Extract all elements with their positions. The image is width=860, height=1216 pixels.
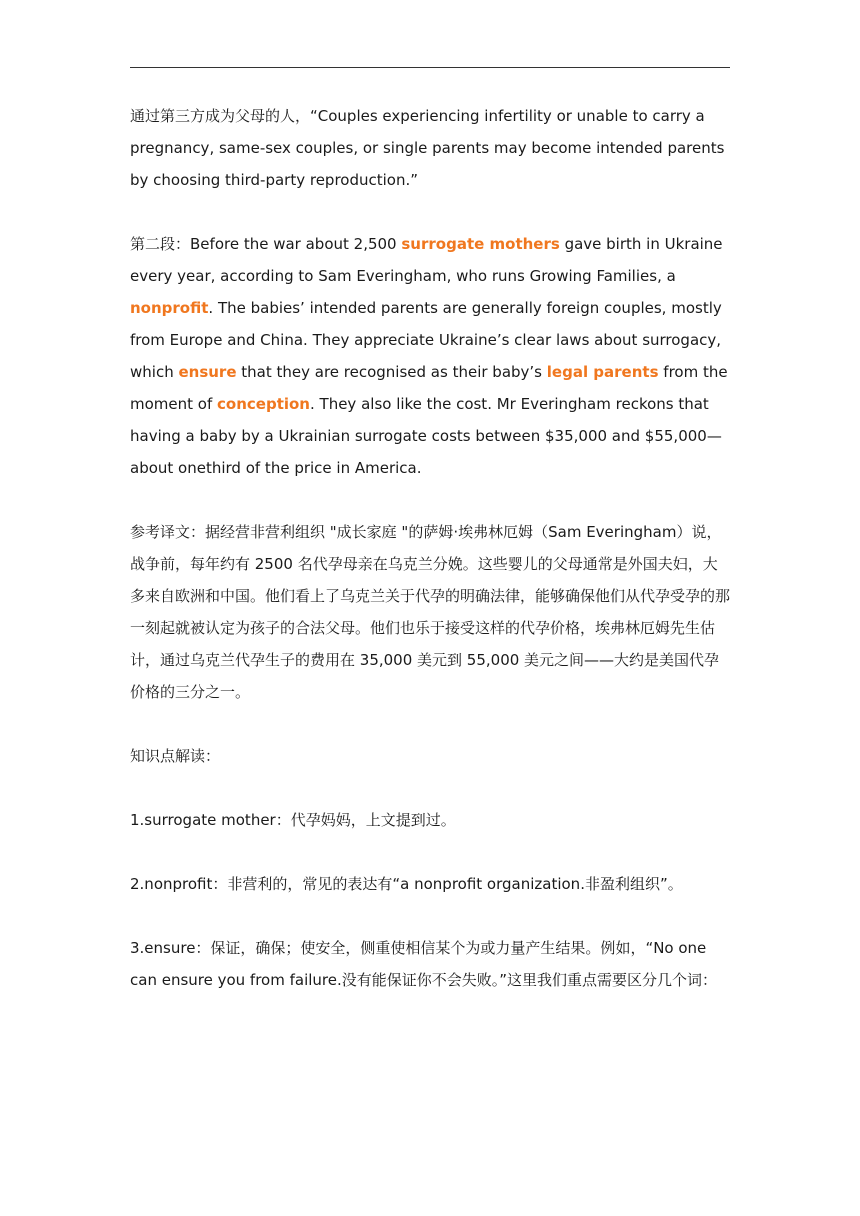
text-run: . The babies’ intended parents are generally foreign couples, mostly from Europe and China. They appreciate Ukraine’s clear laws about surrogacy, which bbox=[130, 299, 722, 381]
text-run: Before the war about 2,500 bbox=[190, 235, 402, 253]
section-label: 第二段： bbox=[130, 235, 191, 253]
paragraph-intro: 通过第三方成为父母的人，“Couples experiencing infertility or unable to carry a pregnancy, same-sex couples, or single parents may become intended parents by choosing third-party reproduction.” bbox=[130, 107, 725, 189]
paragraph-translation: 参考译文：据经营非营利组织 "成长家庭 "的萨姆·埃弗林厄姆（Sam Everingham）说，战争前，每年约有 2500 名代孕母亲在乌克兰分娩。这些婴儿的父母通常是外国夫妇，大多来自欧洲和中国。他们看上了乌克兰关于代孕的明确法律，能够确保他们从代孕受孕的那一刻起就被认定为孩子的合法父母。他们也乐于接受这样的代孕价格，埃弗林厄姆先生估计，通过乌克兰代孕生子的费用在 35,000 美元到 55,000 美元之间——大约是美国代孕价格的三分之一。 bbox=[130, 523, 731, 701]
highlight-surrogate-mothers: surrogate mothers bbox=[401, 235, 560, 253]
highlight-conception: conception bbox=[217, 395, 310, 413]
document-body bbox=[130, 100, 730, 996]
header-rule bbox=[130, 67, 730, 68]
text-run: from the moment of bbox=[130, 363, 728, 413]
text-run: gave birth in Ukraine every year, according to Sam Everingham, who runs Growing Families, a bbox=[130, 235, 723, 285]
knowledge-item-surrogate-mother: 1.surrogate mother：代孕妈妈，上文提到过。 bbox=[130, 811, 456, 829]
highlight-legal-parents: legal parents bbox=[546, 363, 659, 381]
text-run: that they are recognised as their baby’s bbox=[236, 363, 547, 381]
highlight-ensure: ensure bbox=[178, 363, 237, 381]
paragraph-second-section bbox=[130, 228, 730, 484]
text-run: . They also like the cost. Mr Everingham reckons that having a baby by a Ukrainian surrogate costs between $35,000 and $55,000— about onethird of the price in America. bbox=[130, 395, 722, 477]
highlight-nonprofit: nonprofit bbox=[130, 299, 209, 317]
knowledge-item-ensure: 3.ensure：保证，确保；使安全，侧重使相信某个为或力量产生结果。例如，“No one can ensure you from failure.没有能保证你不会失败。”这里我们重点需要区分几个词： bbox=[130, 939, 718, 989]
paragraph-knowledge-heading: 知识点解读： bbox=[130, 747, 221, 765]
knowledge-item-nonprofit: 2.nonprofit：非营利的，常见的表达有“a nonprofit organization.非盈利组织”。 bbox=[130, 875, 683, 893]
